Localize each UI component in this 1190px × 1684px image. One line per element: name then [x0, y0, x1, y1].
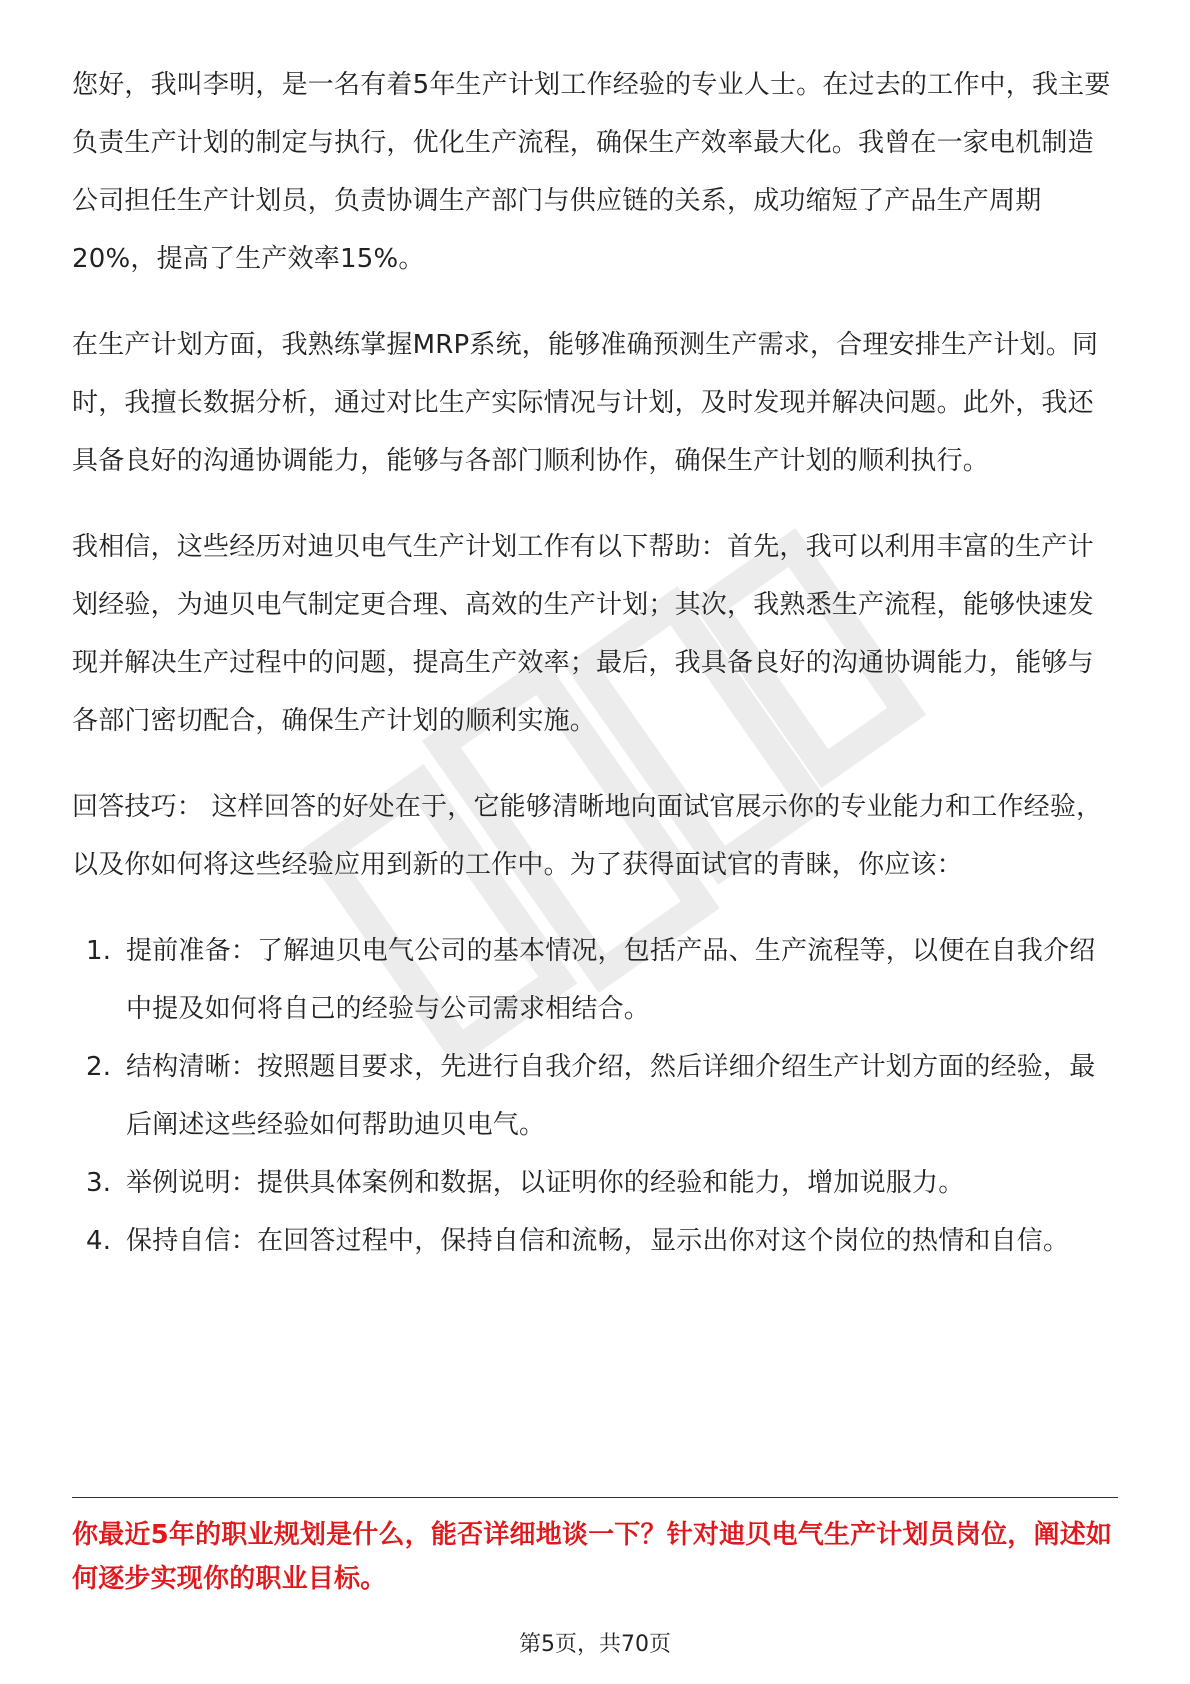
list-item-text: 结构清晰：按照题目要求，先进行自我介绍，然后详细介绍生产计划方面的经验，最后阐述这些经验如何帮助迪贝电气。	[126, 1052, 1096, 1140]
section-divider	[72, 1497, 1118, 1498]
list-item-number: 1.	[86, 936, 112, 966]
tips-list	[72, 922, 1118, 1270]
next-question-heading: 你最近5年的职业规划是什么，能否详细地谈一下？针对迪贝电气生产计划员岗位，阐述如何逐步实现你的职业目标。	[72, 1520, 1113, 1594]
main-content	[72, 56, 1118, 1270]
list-item-number: 3.	[86, 1168, 112, 1198]
page-number-footer: 第5页，共70页	[519, 1632, 671, 1657]
answer-paragraph-1: 您好，我叫李明，是一名有着5年生产计划工作经验的专业人士。在过去的工作中，我主要负责生产计划的制定与执行，优化生产流程，确保生产效率最大化。我曾在一家电机制造公司担任生产计划员，负责协调生产部门与供应链的关系，成功缩短了产品生产周期20%，提高了生产效率15%。	[72, 70, 1111, 274]
list-item-text: 提前准备：了解迪贝电气公司的基本情况，包括产品、生产流程等，以便在自我介绍中提及如何将自己的经验与公司需求相结合。	[126, 936, 1096, 1024]
list-item-text: 举例说明：提供具体案例和数据，以证明你的经验和能力，增加说服力。	[126, 1168, 965, 1198]
list-item-number: 2.	[86, 1052, 112, 1082]
list-item	[72, 1038, 1118, 1154]
list-item	[72, 1212, 1118, 1270]
answer-paragraph-2: 在生产计划方面，我熟练掌握MRP系统，能够准确预测生产需求，合理安排生产计划。同时，我擅长数据分析，通过对比生产实际情况与计划，及时发现并解决问题。此外，我还具备良好的沟通协调能力，能够与各部门顺利协作，确保生产计划的顺利执行。	[72, 330, 1099, 476]
tips-intro: 回答技巧： 这样回答的好处在于，它能够清晰地向面试官展示你的专业能力和工作经验，以及你如何将这些经验应用到新的工作中。为了获得面试官的青睐，你应该：	[72, 792, 1103, 880]
list-item-text: 保持自信：在回答过程中，保持自信和流畅，显示出你对这个岗位的热情和自信。	[126, 1226, 1070, 1256]
list-item	[72, 1154, 1118, 1212]
answer-paragraph-3: 我相信，这些经历对迪贝电气生产计划工作有以下帮助：首先，我可以利用丰富的生产计划经验，为迪贝电气制定更合理、高效的生产计划；其次，我熟悉生产流程，能够快速发现并解决生产过程中的问题，提高生产效率；最后，我具备良好的沟通协调能力，能够与各部门密切配合，确保生产计划的顺利实施。	[72, 532, 1094, 736]
list-item-number: 4.	[86, 1226, 112, 1256]
list-item	[72, 922, 1118, 1038]
